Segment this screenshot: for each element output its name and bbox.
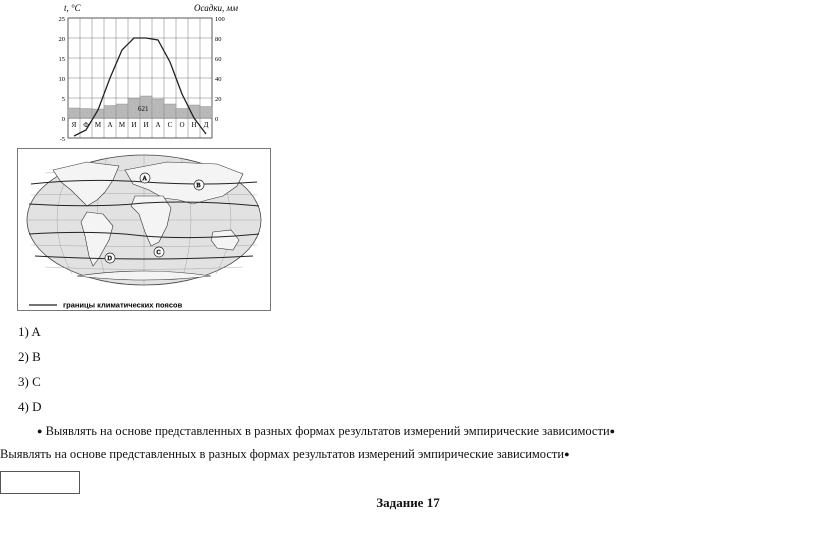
precip-bar bbox=[152, 99, 164, 118]
skill-bullet-line bbox=[37, 424, 615, 439]
precip-bar bbox=[68, 108, 80, 118]
y-tick-label: 20 bbox=[58, 36, 65, 43]
chart-grid bbox=[68, 18, 212, 138]
svg-text:D: D bbox=[107, 256, 112, 262]
month-label: О bbox=[179, 121, 185, 130]
month-label: И bbox=[143, 121, 149, 130]
month-label: А bbox=[107, 121, 113, 130]
month-label: Ф bbox=[83, 121, 89, 130]
y2-tick-label: 100 bbox=[215, 16, 225, 23]
option-2[interactable]: 2) B bbox=[18, 349, 41, 364]
option-3[interactable]: 3) C bbox=[18, 374, 41, 389]
bullet-icon: ● bbox=[37, 426, 43, 436]
month-label: С bbox=[167, 121, 173, 130]
legend-label: границы климатических поясов bbox=[63, 300, 183, 310]
point-a bbox=[140, 173, 150, 183]
month-label: М bbox=[94, 121, 102, 130]
skill-text-repeat: Выявлять на основе представленных в разных формах результатов измерений эмпирические зависимости bbox=[0, 447, 565, 461]
bullet-icon: ● bbox=[609, 426, 616, 436]
climatogram-chart bbox=[40, 0, 240, 145]
y-tick-label: 10 bbox=[58, 76, 65, 83]
y-tick-label: 0 bbox=[61, 116, 65, 123]
y2-tick-label: 60 bbox=[215, 56, 222, 63]
precip-bar bbox=[164, 104, 176, 118]
annual-precip-label: 621 bbox=[138, 105, 149, 113]
y-axis-label: t, °C bbox=[64, 3, 81, 13]
precip-bar bbox=[200, 107, 212, 119]
month-label: М bbox=[118, 121, 126, 130]
point-c bbox=[154, 247, 164, 257]
month-label: И bbox=[131, 121, 137, 130]
y2-tick-label: 20 bbox=[215, 96, 222, 103]
skill-line bbox=[0, 447, 570, 462]
point-d bbox=[105, 253, 115, 263]
precip-bar bbox=[104, 106, 116, 119]
y-tick-label: 25 bbox=[58, 16, 65, 23]
svg-text:B: B bbox=[196, 183, 201, 189]
y-tick-label: 5 bbox=[61, 96, 65, 103]
precip-bar bbox=[116, 104, 128, 118]
y-tick-label: -5 bbox=[59, 136, 65, 143]
svg-text:C: C bbox=[156, 250, 161, 256]
precip-bar bbox=[80, 109, 92, 119]
y2-tick-label: 80 bbox=[215, 36, 222, 43]
month-label: Я bbox=[71, 121, 77, 130]
precip-bar bbox=[176, 109, 188, 119]
precip-bar bbox=[188, 105, 200, 118]
task-title: Задание 17 bbox=[376, 495, 440, 510]
answer-input[interactable] bbox=[0, 471, 80, 494]
point-b bbox=[194, 180, 204, 190]
y2-tick-label: 0 bbox=[215, 116, 219, 123]
svg-text:A: A bbox=[142, 176, 147, 182]
bullet-icon: ● bbox=[564, 449, 570, 459]
y2-axis-label: Осадки, мм bbox=[194, 3, 239, 13]
climate-zones-map bbox=[17, 148, 271, 311]
skill-text: Выявлять на основе представленных в разных формах результатов измерений эмпирические зависимости bbox=[45, 424, 610, 438]
y-tick-label: 15 bbox=[58, 56, 65, 63]
month-label: А bbox=[155, 121, 161, 130]
month-label: Н bbox=[191, 121, 197, 130]
month-label: Д bbox=[203, 121, 209, 130]
option-4[interactable]: 4) D bbox=[18, 399, 42, 414]
option-1[interactable]: 1) A bbox=[18, 324, 41, 339]
y2-tick-label: 40 bbox=[215, 76, 222, 83]
